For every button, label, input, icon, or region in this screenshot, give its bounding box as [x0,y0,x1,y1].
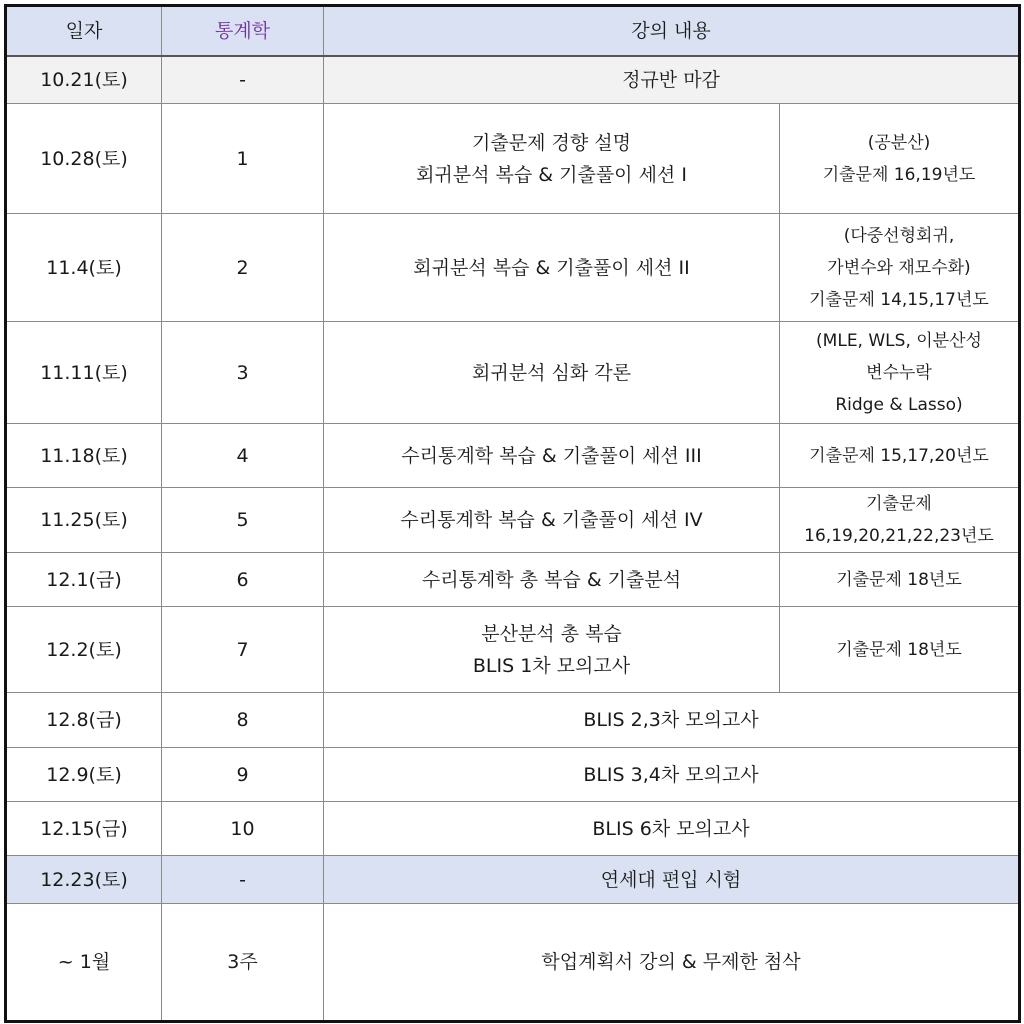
note-cell: 기출문제 18년도 [780,553,1020,607]
note-line: 변수누락 [866,362,932,383]
table-row [6,56,1020,104]
table-row [6,748,1020,802]
number-cell: 6 [162,553,324,607]
note-line: 16,19,20,21,22,23년도 [804,526,994,546]
note-cell [780,104,1020,214]
content-cell: 연세대 편입 시험 [324,856,1020,904]
number-cell: 1 [162,104,324,214]
table-row [6,553,1020,607]
note-line: (다중선형회귀, [843,225,955,246]
table-row [6,802,1020,856]
date-cell: 12.9(토) [6,748,162,802]
content-cell: BLIS 6차 모의고사 [324,802,1020,856]
number-cell: 10 [162,802,324,856]
header-content: 강의 내용 [324,6,1020,56]
content-cell: 회귀분석 심화 각론 [324,322,780,424]
number-cell: 3 [162,322,324,424]
date-cell: 11.18(토) [6,424,162,488]
table-row [6,904,1020,1022]
table-row [6,322,1020,424]
table-row [6,488,1020,553]
note-line: Ridge & Lasso) [835,394,963,415]
date-cell: ~ 1월 [6,904,162,1022]
header-date: 일자 [6,6,162,56]
table-row [6,856,1020,904]
date-cell: 12.8(금) [6,693,162,748]
table-row [6,607,1020,693]
number-cell: 9 [162,748,324,802]
note-line: 가변수와 재모수화) [827,257,971,278]
date-cell: 12.15(금) [6,802,162,856]
header-row [6,6,1020,56]
note-cell [780,214,1020,322]
content-line: 분산분석 총 복습 [481,622,622,645]
number-cell: 7 [162,607,324,693]
note-line: (공분산) [867,132,931,153]
content-line: BLIS 1차 모의고사 [472,654,631,677]
number-cell: 8 [162,693,324,748]
date-cell: 11.25(토) [6,488,162,553]
date-cell: 11.4(토) [6,214,162,322]
number-cell: - [162,56,324,104]
note-cell: 기출문제 15,17,20년도 [780,424,1020,488]
schedule-table [4,4,1021,1023]
content-cell: 수리통계학 복습 & 기출풀이 세션 IV [324,488,780,553]
date-cell: 12.1(금) [6,553,162,607]
content-line: 회귀분석 복습 & 기출풀이 세션 I [416,163,687,186]
header-stats: 통계학 [162,6,324,56]
table-row [6,424,1020,488]
note-cell: 기출문제 18년도 [780,607,1020,693]
table-row [6,693,1020,748]
note-line: 기출문제 [866,494,932,514]
content-cell: 수리통계학 총 복습 & 기출분석 [324,553,780,607]
note-cell [780,322,1020,424]
date-cell: 12.23(토) [6,856,162,904]
content-cell: BLIS 3,4차 모의고사 [324,748,1020,802]
content-cell [324,104,780,214]
date-cell: 12.2(토) [6,607,162,693]
table-row [6,104,1020,214]
content-cell: 수리통계학 복습 & 기출풀이 세션 III [324,424,780,488]
number-cell: 4 [162,424,324,488]
date-cell: 10.28(토) [6,104,162,214]
content-cell [324,607,780,693]
note-cell [780,488,1020,553]
content-cell: 회귀분석 복습 & 기출풀이 세션 II [324,214,780,322]
date-cell: 11.11(토) [6,322,162,424]
note-line: (MLE, WLS, 이분산성 [816,330,982,351]
number-cell: 3주 [162,904,324,1022]
content-cell: 정규반 마감 [324,56,1020,104]
date-cell: 10.21(토) [6,56,162,104]
number-cell: 2 [162,214,324,322]
number-cell: - [162,856,324,904]
content-cell: BLIS 2,3차 모의고사 [324,693,1020,748]
table-row [6,214,1020,322]
number-cell: 5 [162,488,324,553]
content-cell: 학업계획서 강의 & 무제한 첨삭 [324,904,1020,1022]
note-line: 기출문제 16,19년도 [822,164,976,185]
note-line: 기출문제 14,15,17년도 [809,289,989,310]
content-line: 기출문제 경향 설명 [472,131,631,154]
